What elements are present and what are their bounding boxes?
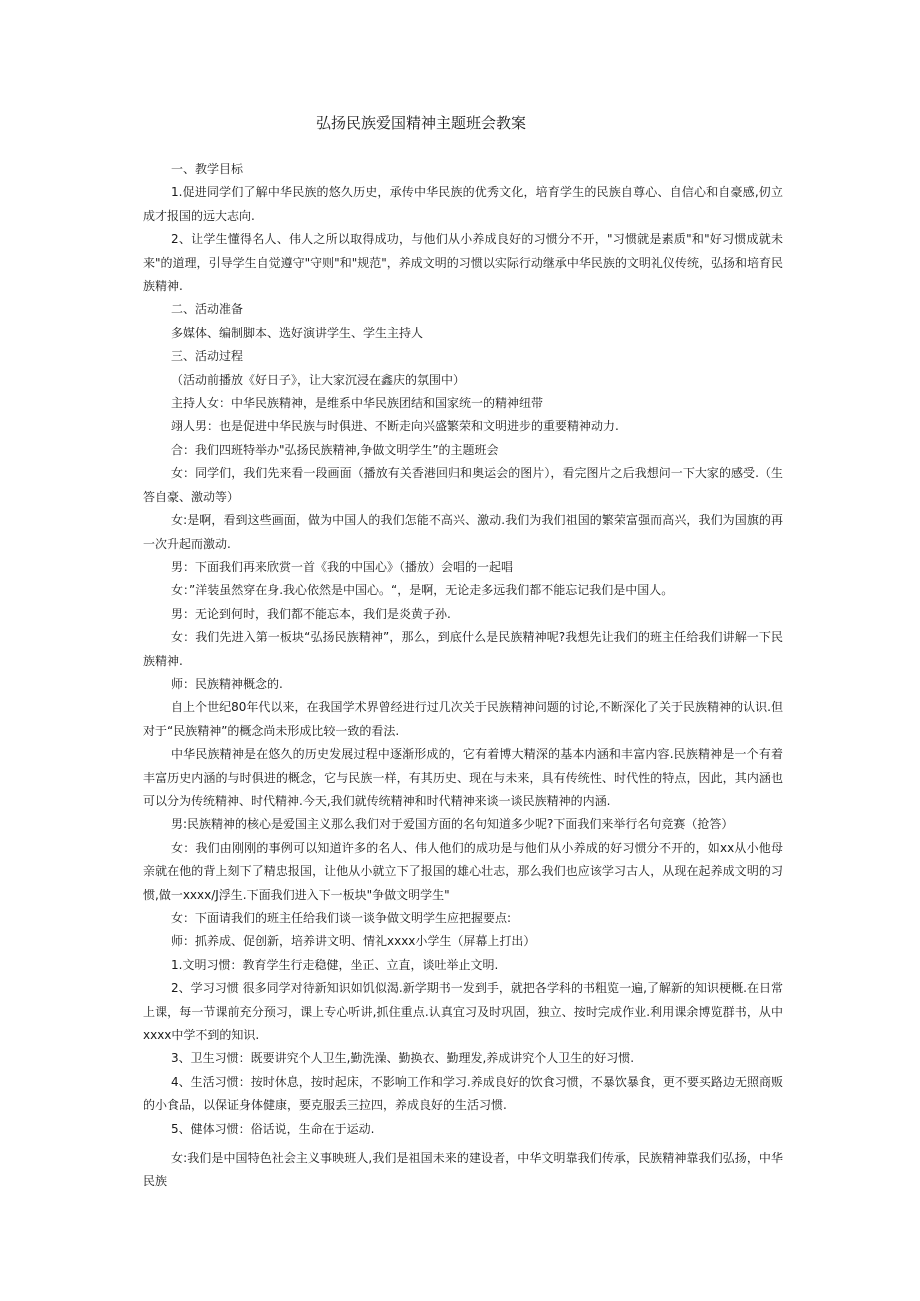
paragraph: （活动前播放《好日子》，让大家沉浸在鑫庆的氛围中） [171, 372, 466, 387]
paragraph: 女:是啊，看到这些画面，做为中国人的我们怎能不高兴、激动.我们为我们祖国的繁荣富强而高兴，我们为国旗的再一次升起而激动. [143, 513, 783, 551]
paragraph: 5、健体习惯：俗话说，生命在于运动. [171, 1121, 375, 1136]
paragraph: 女：下面请我们的班主任给我们谈一谈争做文明学生应把握要点: [171, 911, 512, 925]
paragraph: 师：抓养成、促创新，培养讲文明、情礼xxxx小学生（屏幕上打出） [171, 934, 536, 949]
paragraph: 女：”洋装虽然穿在身.我心依然是中国心。“，是啊，无论走多远我们都不能忘记我们是中国人。 [171, 583, 674, 598]
document-body [143, 158, 783, 1194]
paragraph: 2、学习习惯 很多同学对待新知识如饥似渴.新学期书一发到手，就把各学科的书粗览一遍,了解新的知识梗概.在日常上课，每一节课前充分预习，课上专心听讲,抓住重点.认真宜习及时巩固，独立、按时完成作业.利用课余博览群书，从中xxxx中学不到的知识. [143, 981, 783, 1043]
document-title: 弘扬民族爱国精神主题班会教案 [316, 114, 527, 132]
paragraph: 4、生活习惯：按时休息，按时起床，不影响工作和学习.养成良好的饮食习惯，不暴饮暴食，更不要买路边无照商贩的小食品，以保证身体健康，要克服丢三拉四，养成良好的生活习惯. [143, 1074, 783, 1113]
paragraph: 中华民族精神是在悠久的历史发展过程中逐渐形成的，它有着博大精深的基本内涵和丰富内容.民族精神是一个有着丰富历史内涵的与时俱进的概念，它与民族一样，有其历史、现在与未来，具有传统性、时代性的特点，因此，其内涵也可以分为传统精神、时代精神.今天,我们就传统精神和时代精神来谈一谈民族精神的内涵. [143, 747, 783, 808]
paragraph: 男:民族精神的核心是爱国主义那么我们对于爱国方面的名句知道多少呢?下面我们来举行名句竞赛（抢答） [171, 817, 734, 832]
paragraph: 自上个世纪80年代以来，在我国学术界曾经进行过几次关于民族精神问题的讨论,不断深化了关于民族精神的认识.但对于“民族精神”的概念尚未形成比较一致的看法. [143, 700, 783, 738]
paragraph: 男：无论到何时，我们都不能忘本，我们是炎黄子孙. [171, 606, 451, 621]
section-heading: 二、活动准备 [171, 302, 244, 317]
paragraph: 2、让学生懂得名人、伟人之所以取得成功，与他们从小养成良好的习惯分不开，"习惯就是素质"和"好习惯成就未来"的道理，引导学生自觉遵守"守则"和"规范"，养成文明的习惯以实际行动继承中华民族的文明礼仪传统，弘扬和培育民族精神. [143, 232, 783, 294]
paragraph: 合：我们四班特举办"弘扬民族精神,争做文明学生”的主题班会 [171, 442, 499, 457]
paragraph: 女:我们是中国特色社会主义事映班人,我们是祖国未来的建设者，中华文明靠我们传承，民族精神靠我们弘扬，中华民族 [143, 1151, 783, 1189]
paragraph: 1.文明习惯：教育学生行走稳健，坐正、立直，谈吐举止文明. [171, 957, 499, 972]
paragraph: 女：我们由刚刚的事例可以知道许多的名人、伟人他们的成功是与他们从小养成的好习惯分不开的，如xx从小他母亲就在他的背上刻下了精忠报国，让他从小就立下了报国的雄心壮志，那么我们也应该学习古人，从现在起养成文明的习惯,做一xxxx/J浮生.下面我们进入下一板块"争做文明学生" [143, 840, 783, 902]
paragraph: 1.促进同学们了解中华民族的悠久历史，承传中华民族的优秀文化，培育学生的民族自尊心、自信心和自豪感,仞立成才报国的远大志向. [143, 185, 783, 223]
section-heading: 一、教学目标 [171, 162, 244, 176]
paragraph: 翊人男：也是促进中华民族与时俱进、不断走向兴盛繁荣和文明进步的重要精神动力. [171, 419, 619, 434]
paragraph: 主持人女：中华民族精神，是维系中华民族团结和国家统一的精神纽带 [171, 396, 544, 411]
section-heading: 三、活动过程 [171, 349, 244, 364]
paragraph: 3、卫生习惯：既要讲究个人卫生,勤洗澡、勤换衣、勤理发,养成讲究个人卫生的好习惯. [171, 1051, 635, 1066]
paragraph: 多媒体、编制脚本、选好演讲学生、学生主持人 [171, 325, 424, 340]
paragraph: 师：民族精神概念的. [171, 676, 283, 691]
paragraph: 男：下面我们再来欣赏一首《我的中国心》（播放）会唱的一起唱 [171, 559, 514, 574]
paragraph: 女：同学们，我们先来看一段画面（播放有关香港回归和奥运会的图片），看完图片之后我想问一下大家的感受.（生答自豪、激动等） [143, 466, 783, 504]
paragraph: 女：我们先进入第一板块“弘扬民族精神”，那么，到底什么是民族精神呢?我想先让我们的班主任给我们讲解一下民族精神. [143, 630, 783, 668]
